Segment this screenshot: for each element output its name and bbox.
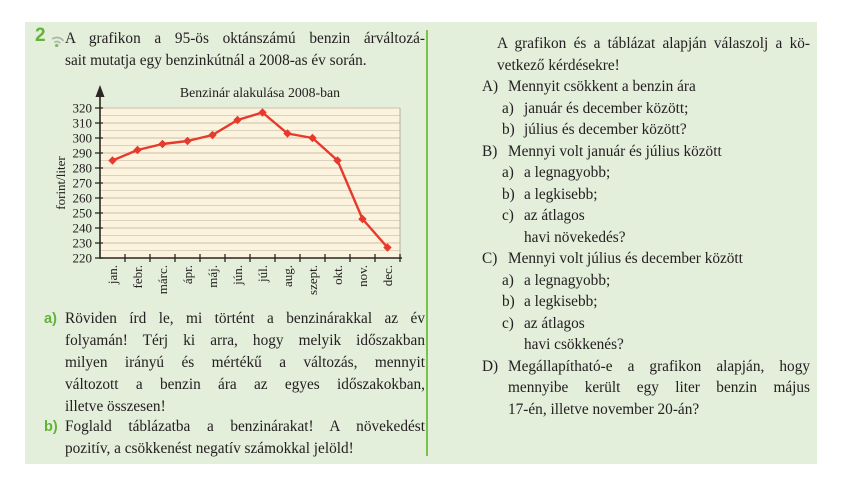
text-line: A grafikon és a táblázat alapján válaszolj a kö- [497,35,810,52]
question-row [482,356,810,421]
text-line: Röviden írd le, mi történt a benzinárakkal az év [65,310,425,327]
question-row [482,162,810,184]
text-line: illetve összesen! [65,398,166,415]
question-text [508,356,810,421]
question-label: b) [502,121,515,138]
question-label: b) [502,293,515,310]
question-label: A) [482,78,499,95]
question-label: a) [502,271,514,289]
month-label: júl. [255,265,270,282]
questions-intro [497,33,810,76]
text-line: pozitív, a csökkenést negatív számokkal jelöld! [65,440,354,457]
question-row [482,334,810,356]
month-label: máj. [205,265,220,288]
signal-icon [50,31,66,47]
month-label: nov. [355,265,370,287]
price-chart [53,83,427,320]
question-text: havi csökkenés? [524,336,624,353]
task-a-label: a) [44,311,57,327]
month-label: febr. [130,265,145,289]
text-line: mennyibe került egy liter benzin május [508,379,810,396]
task-a [44,308,425,418]
questions-list [482,76,810,420]
question-label: B) [482,142,498,160]
y-tick-label: 320 [72,100,92,116]
exercise-card [25,22,817,464]
question-label: D) [482,357,499,375]
question-row [482,227,810,249]
y-axis-arrow [96,85,105,97]
month-label: okt. [330,265,345,285]
question-row [482,291,810,313]
question-text: Mennyi volt július és december között [508,250,743,267]
month-label: jún. [230,265,245,285]
question-row [482,184,810,206]
question-text: január és december között; [524,99,689,117]
y-tick-label: 310 [72,115,92,131]
question-row [482,141,810,163]
y-tick-label: 220 [72,250,92,266]
exercise-number: 2 [35,25,46,46]
y-axis-unit-label: forint/liter [53,156,68,210]
y-tick-label: 300 [72,130,92,146]
task-b-label: b) [44,419,58,435]
column-divider [426,30,428,456]
y-tick-label: 270 [72,175,92,191]
question-text: az átlagos [524,207,585,224]
question-text: Mennyit csökkent a benzin ára [508,78,696,95]
month-label: jan. [105,265,120,285]
question-row [482,76,810,98]
y-tick-label: 280 [72,160,92,176]
price-chart-svg [53,83,427,320]
question-label: C) [482,250,498,267]
question-label: a) [502,164,514,181]
question-text: július és december között? [524,121,687,138]
text-line: változott a benzin ára az egyes időszakokban, [65,376,425,393]
question-row [482,205,810,227]
chart-title: Benzinár alakulása 2008-ban [179,85,341,100]
y-tick-label: 230 [72,235,92,251]
text-line: vetkező kérdésekre! [497,56,620,74]
text-line: sait mutatja egy benzinkútnál a 2008-as év során. [65,52,367,69]
questions-column [482,33,810,420]
question-row [482,270,810,292]
question-row [482,248,810,270]
text-line: folyamán! Térj ki arra, hogy melyik időszakban [65,332,425,349]
question-text: a legkisebb; [524,185,598,203]
y-tick-label: 290 [72,145,92,161]
question-label: c) [502,314,514,332]
question-label: b) [502,185,515,203]
text-line: Foglald táblázatba a benzinárakat! A növekedést [65,418,425,435]
question-text: a legkisebb; [524,293,598,310]
month-label: szept. [305,265,320,295]
month-label: márc. [155,265,170,295]
question-row [482,98,810,120]
question-text: a legnagyobb; [524,271,611,289]
exercise-intro [65,28,425,72]
y-tick-label: 260 [72,190,92,206]
task-b-text [65,416,425,460]
task-b [44,416,425,460]
month-label: aug. [280,265,295,288]
question-row [482,119,810,141]
text-line: 17-én, illetve november 20-án? [508,400,700,418]
question-label: c) [502,207,514,224]
question-text: a legnagyobb; [524,164,611,181]
question-text: Mennyi volt január és július között [508,142,722,160]
question-text: az átlagos [524,314,585,332]
y-tick-label: 250 [72,205,92,221]
month-label: ápr. [180,265,195,285]
text-line: A grafikon a 95-ös oktánszámú benzin árváltozá- [65,30,425,47]
question-text: havi növekedés? [524,228,626,246]
month-label: dec. [380,265,395,287]
text-line: milyen irányú és mértékű a változás, mennyit [65,354,425,371]
question-row [482,313,810,335]
y-tick-label: 240 [72,220,92,236]
question-label: a) [502,99,514,117]
task-a-text [65,308,425,418]
text-line: Megállapítható-e a grafikon alapján, hogy [508,357,810,375]
